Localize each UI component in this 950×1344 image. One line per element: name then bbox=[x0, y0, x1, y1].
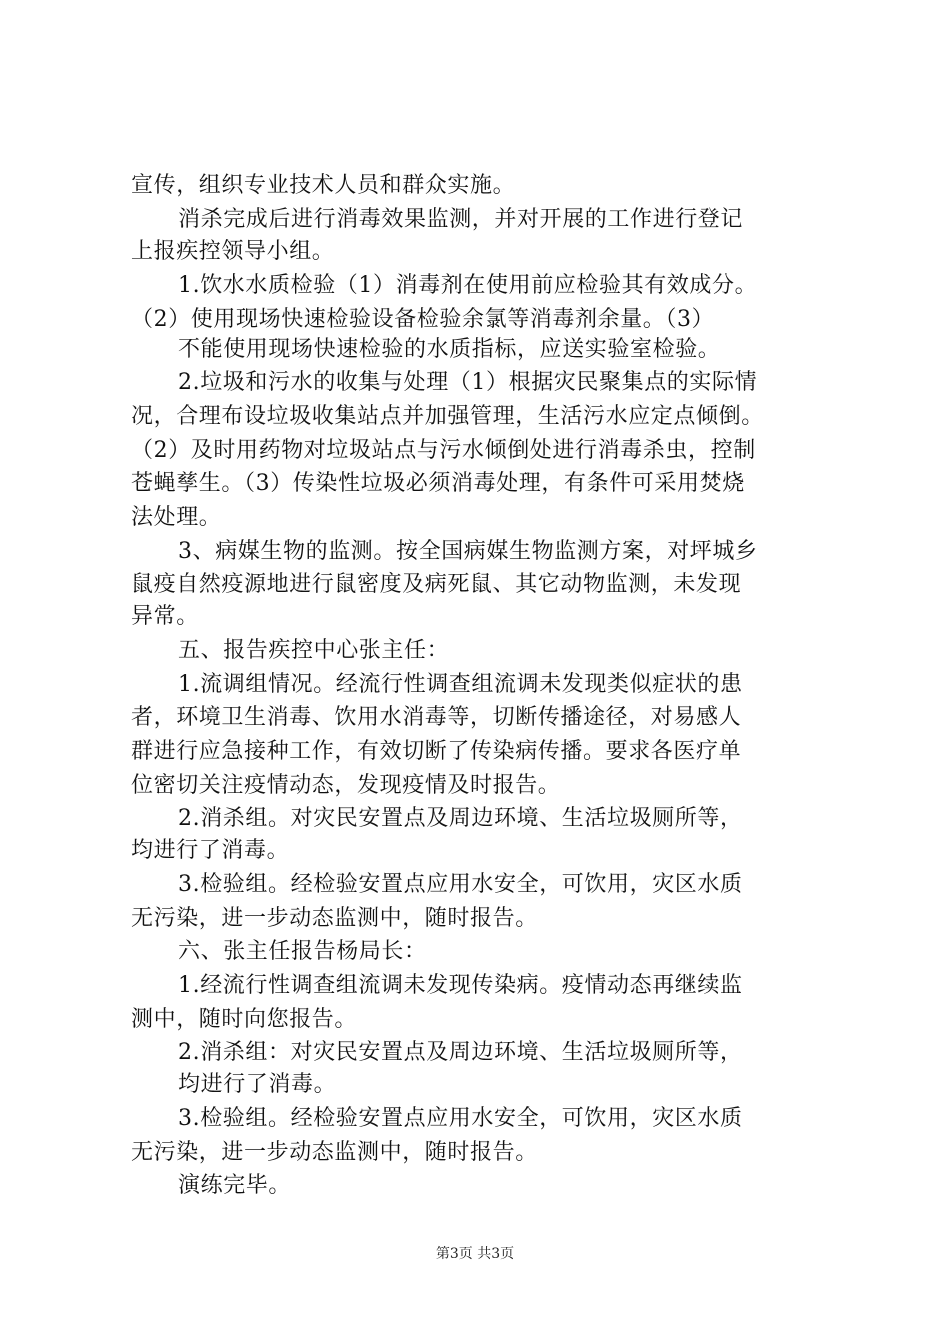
text-line: 异常。 bbox=[131, 604, 199, 629]
text-line: 六、张主任报告杨局长： bbox=[178, 939, 427, 964]
text-line: 况，合理布设垃圾收集站点并加强管理，生活污水应定点倾倒。 bbox=[131, 404, 764, 429]
text-line: 消杀完成后进行消毒效果监测，并对开展的工作进行登记 bbox=[178, 207, 744, 232]
text-line: 法处理。 bbox=[131, 505, 222, 530]
text-line: 1.饮水水质检验（1）消毒剂在使用前应检验其有效成分。 bbox=[178, 273, 758, 298]
text-line: 上报疾控领导小组。 bbox=[131, 239, 335, 264]
text-line: 演练完毕。 bbox=[178, 1173, 292, 1198]
text-line: 1.流调组情况。经流行性调查组流调未发现类似症状的患 bbox=[178, 672, 743, 697]
text-line: 均进行了消毒。 bbox=[131, 838, 290, 863]
text-line: 鼠疫自然疫源地进行鼠密度及病死鼠、其它动物监测，未发现 bbox=[131, 572, 742, 597]
text-line: 苍蝇孳生。（3）传染性垃圾必须消毒处理，有条件可采用焚烧 bbox=[131, 471, 745, 496]
text-line: （2）及时用药物对垃圾站点与污水倾倒处进行消毒杀虫，控制 bbox=[131, 438, 756, 463]
text-line: 3.检验组。经检验安置点应用水安全，可饮用，灾区水质 bbox=[178, 872, 743, 897]
text-line: 不能使用现场快速检验的水质指标，应送实验室检验。 bbox=[178, 337, 721, 362]
text-line: 均进行了消毒。 bbox=[178, 1072, 337, 1097]
text-line: 1.经流行性调查组流调未发现传染病。疫情动态再继续监 bbox=[178, 973, 743, 998]
text-line: 无污染，进一步动态监测中，随时报告。 bbox=[131, 1140, 538, 1165]
text-line: 2.消杀组：对灾民安置点及周边环境、生活垃圾厕所等， bbox=[178, 1040, 743, 1065]
text-line: 2.消杀组。对灾民安置点及周边环境、生活垃圾厕所等， bbox=[178, 806, 743, 831]
text-line: 测中，随时向您报告。 bbox=[131, 1007, 358, 1032]
text-line: 3、病媒生物的监测。按全国病媒生物监测方案，对坪城乡 bbox=[178, 539, 758, 564]
text-line: 无污染，进一步动态监测中，随时报告。 bbox=[131, 906, 538, 931]
text-line: 群进行应急接种工作，有效切断了传染病传播。要求各医疗单 bbox=[131, 739, 742, 764]
text-line: 2.垃圾和污水的收集与处理（1）根据灾民聚集点的实际情 bbox=[178, 370, 758, 395]
text-line: 宣传，组织专业技术人员和群众实施。 bbox=[131, 173, 516, 198]
text-line: 者，环境卫生消毒、饮用水消毒等，切断传播途径，对易感人 bbox=[131, 705, 742, 730]
text-line: （2）使用现场快速检验设备检验余氯等消毒剂余量。（3） bbox=[131, 307, 715, 332]
page-number-label: 第3页 共3页 bbox=[435, 1246, 515, 1262]
text-line: 位密切关注疫情动态，发现疫情及时报告。 bbox=[131, 773, 561, 798]
page-footer bbox=[0, 1244, 950, 1264]
text-line: 3.检验组。经检验安置点应用水安全，可饮用，灾区水质 bbox=[178, 1106, 743, 1131]
text-line: 五、报告疾控中心张主任： bbox=[178, 638, 450, 663]
